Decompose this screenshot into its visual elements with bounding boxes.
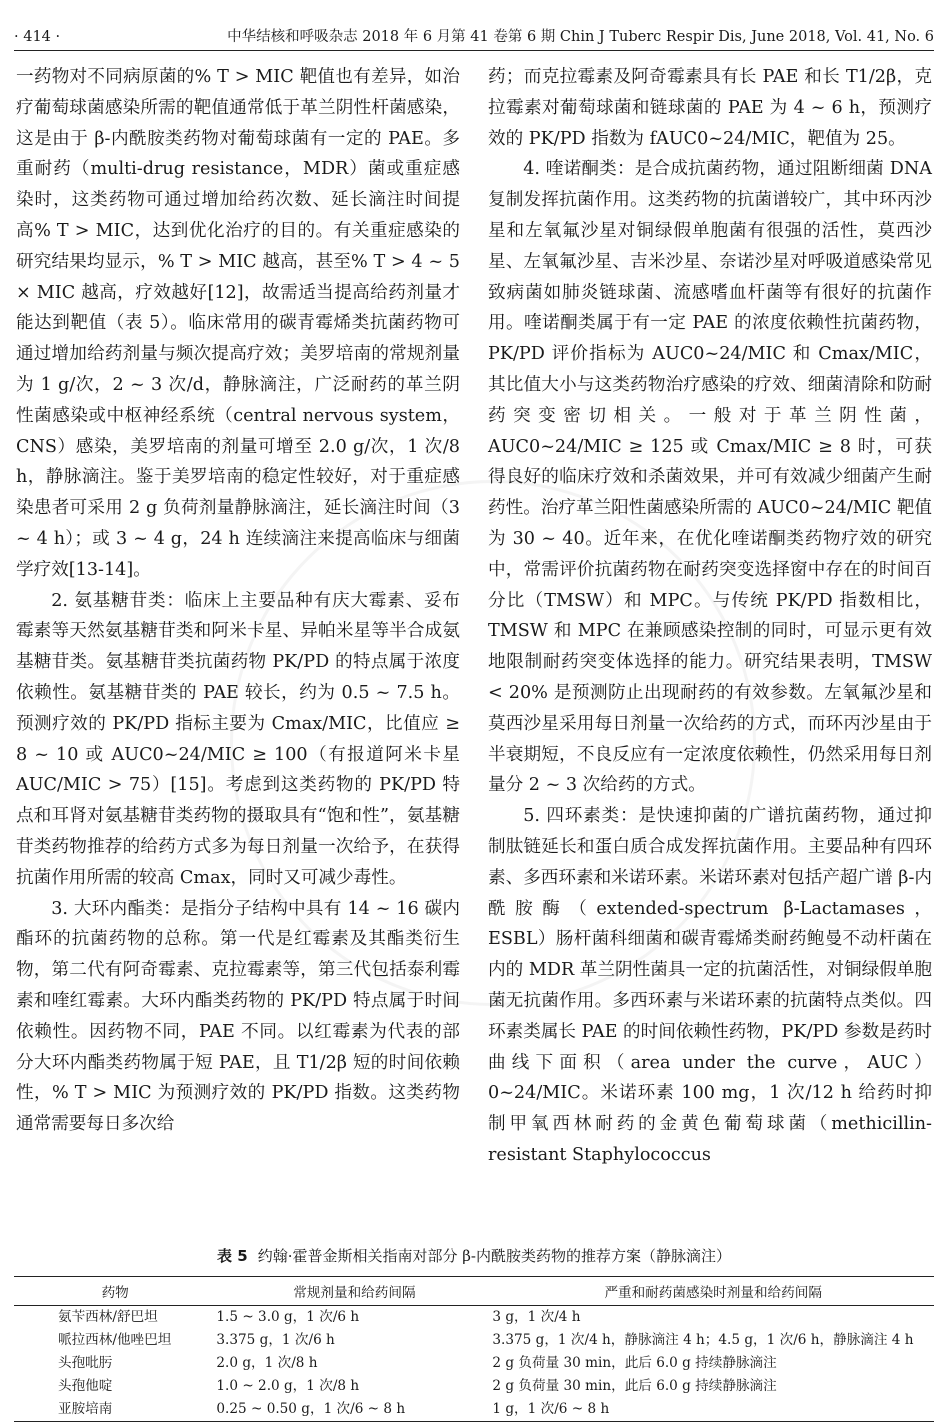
severe-dose-cell: 2 g 负荷量 30 min，此后 6.0 g 持续静脉滴注: [492, 1378, 777, 1394]
table-row: [14, 1375, 934, 1398]
table-row: [14, 1329, 934, 1352]
column-header: 常规剂量和给药间隔: [216, 1277, 492, 1306]
table-row: [14, 1352, 934, 1375]
severe-dose-cell: 1 g，1 次/6 ~ 8 h: [492, 1398, 934, 1422]
right-column: [488, 62, 932, 1171]
paragraph: 一药物对不同病原菌的% T > MIC 靶值也有差异，如治疗葡萄球菌感染所需的靶值通常低于革兰阴性杆菌感染，这是由于 β-内酰胺类药物对葡萄球菌有一定的 PAE。多重耐药（multi-drug resistance，MDR）菌或重症感染时，这类药物可通过增加给药次数、延长滴注时间提高% T > MIC，达到优化治疗的目的。有关重症感染的研究结果均显示，% T > MIC 越高，甚至% T > 4 ~ 5 × MIC 越高，疗效越好[12]，故需适当提高给药剂量才能达到靶值（表 5）。临床常用的碳青霉烯类抗菌药物可通过增加给药剂量与频次提高疗效；美罗培南的常规剂量为 1 g/次，2 ~ 3 次/d，静脉滴注，广泛耐药的革兰阴性菌感染或中枢神经系统（central nervous system，CNS）感染，美罗培南的剂量可增至 2.0 g/次，1 次/8 h，静脉滴注。鉴于美罗培南的稳定性较好，对于重症感染患者可采用 2 g 负荷剂量静脉滴注，延长滴注时间（3 ~ 4 h）；或 3 ~ 4 g，24 h 连续滴注来提高临床与细菌学疗效[13-14]。: [16, 67, 460, 580]
severe-dose-cell: 3 g，1 次/4 h: [492, 1309, 581, 1325]
regular-dose-cell: 2.0 g，1 次/8 h: [216, 1355, 318, 1371]
regular-dose-cell: 3.375 g，1 次/6 h: [216, 1332, 335, 1348]
table-row: [14, 1398, 934, 1422]
dosing-table: [14, 1276, 934, 1422]
table-caption: [0, 1245, 948, 1267]
page-number: · 414 ·: [14, 29, 61, 45]
paragraph-macrolides: 3. 大环内酯类：是指分子结构中具有 14 ~ 16 碳内酯环的抗菌药物的总称。第一代是红霉素及其酯类衍生物，第二代有阿奇霉素、克拉霉素等，第三代包括泰利霉素和喹红霉素。大环内酯类药物的 PK/PD 特点属于时间依赖性。因药物不同，PAE 不同。以红霉素为代表的部分大环内酯类药物属于短 PAE，且 T1/2β 短的时间依赖性，% T > MIC 为预测疗效的 PK/PD 指数。这类药物通常需要每日多次给: [16, 898, 460, 1135]
header-rule: [14, 50, 934, 51]
column-header: 药物: [14, 1277, 216, 1306]
left-column: [16, 62, 460, 1140]
regular-dose-cell: 1.5 ~ 3.0 g，1 次/6 h: [216, 1309, 360, 1325]
regular-dose-cell: 1.0 ~ 2.0 g，1 次/8 h: [216, 1378, 360, 1394]
regular-dose-cell: 0.25 ~ 0.50 g，1 次/6 ~ 8 h: [216, 1398, 492, 1422]
drug-cell: 亚胺培南: [14, 1398, 216, 1422]
severe-dose-cell: 2 g 负荷量 30 min，此后 6.0 g 持续静脉滴注: [492, 1355, 777, 1371]
paragraph-aminoglycosides: 2. 氨基糖苷类：临床上主要品种有庆大霉素、妥布霉素等天然氨基糖苷类和阿米卡星、异帕米星等半合成氨基糖苷类。氨基糖苷类抗菌药物 PK/PD 的特点属于浓度依赖性。氨基糖苷类的 PAE 较长，约为 0.5 ~ 7.5 h。预测疗效的 PK/PD 指标主要为 Cmax/MIC，比值应 ≥ 8 ~ 10 或 AUC0~24/MIC ≥ 100（有报道阿米卡星 AUC/MIC > 75）[15]。考虑到这类药物的 PK/PD 特点和耳肾对氨基糖苷类药物的摄取具有“饱和性”，氨基糖苷类药物推荐的给药方式多为每日剂量一次给予，在获得抗菌作用所需的较高 Cmax，同时又可减少毒性。: [16, 590, 460, 888]
table-header-row: [14, 1277, 934, 1306]
journal-citation: 中华结核和呼吸杂志 2018 年 6 月第 41 卷第 6 期 Chin J Tuberc Respir Dis, June 2018, Vol. 41, No. 6: [227, 29, 934, 45]
drug-cell: 头孢吡肟: [58, 1355, 113, 1371]
drug-cell: 头孢他啶: [58, 1378, 113, 1394]
severe-dose-cell: 3.375 g，1 次/4 h，静脉滴注 4 h；4.5 g，1 次/6 h，静脉滴注 4 h: [492, 1332, 914, 1348]
paragraph-quinolones: 4. 喹诺酮类：是合成抗菌药物，通过阻断细菌 DNA 复制发挥抗菌作用。这类药物的抗菌谱较广，其中环丙沙星和左氧氟沙星对铜绿假单胞菌有很强的活性，莫西沙星、左氧氟沙星、吉米沙星、奈诺沙星对呼吸道感染常见致病菌如肺炎链球菌、流感嗜血杆菌等有很好的抗菌作用。喹诺酮类属于有一定 PAE 的浓度依赖性抗菌药物，PK/PD 评价指标为 AUC0~24/MIC 和 Cmax/MIC，其比值大小与这类药物治疗感染的疗效、细菌清除和防耐药突变密切相关。一般对于革兰阴性菌，AUC0~24/MIC ≥ 125 或 Cmax/MIC ≥ 8 时，可获得良好的临床疗效和杀菌效果，并可有效减少细菌产生耐药性。治疗革兰阳性菌感染所需的 AUC0~24/MIC 靶值为 30 ~ 40。近年来，在优化喹诺酮类药物疗效的研究中，常需评价抗菌药物在耐药突变选择窗中存在的时间百分比（TMSW）和 MPC。与传统 PK/PD 指数相比，TMSW 和 MPC 在兼顾感染控制的同时，可显示更有效地限制耐药突变体选择的能力。研究结果表明，TMSW < 20% 是预测防止出现耐药的有效参数。左氧氟沙星和莫西沙星采用每日剂量一次给药的方式，而环丙沙星由于半衰期短，不良反应有一定浓度依赖性，仍然采用每日剂量分 2 ~ 3 次给药的方式。: [488, 159, 932, 796]
table-row: [14, 1306, 934, 1330]
column-header: 严重和耐药菌感染时剂量和给药间隔: [492, 1277, 934, 1306]
drug-cell: 哌拉西林/他唑巴坦: [58, 1332, 172, 1348]
paragraph: 药；而克拉霉素及阿奇霉素具有长 PAE 和长 T1/2β，克拉霉素对葡萄球菌和链球菌的 PAE 为 4 ~ 6 h，预测疗效的 PK/PD 指数为 fAUC0~24/MIC，靶值为 25。: [488, 67, 932, 149]
running-header: [14, 26, 934, 48]
table-label: 表 5: [217, 1247, 248, 1265]
drug-cell: 氨苄西林/舒巴坦: [58, 1309, 158, 1325]
table-title: 约翰·霍普金斯相关指南对部分 β-内酰胺类药物的推荐方案（静脉滴注）: [257, 1247, 731, 1265]
paragraph-tetracyclines: 5. 四环素类：是快速抑菌的广谱抗菌药物，通过抑制肽链延长和蛋白质合成发挥抗菌作用。主要品种有四环素、多西环素和米诺环素。米诺环素对包括产超广谱 β-内酰胺酶（extended-spectrum β-Lactamases，ESBL）肠杆菌科细菌和碳青霉烯类耐药鲍曼不动杆菌在内的 MDR 革兰阴性菌具一定的抗菌活性，对铜绿假单胞菌无抗菌作用。多西环素与米诺环素的抗菌特点类似。四环素类属长 PAE 的时间依赖性药物，PK/PD 参数是药时曲线下面积（area under the curve，AUC）0~24/MIC。米诺环素 100 mg，1 次/12 h 给药时抑制甲氧西林耐药的金黄色葡萄球菌（methicillin-resistant Staphylococcus: [488, 806, 932, 1165]
